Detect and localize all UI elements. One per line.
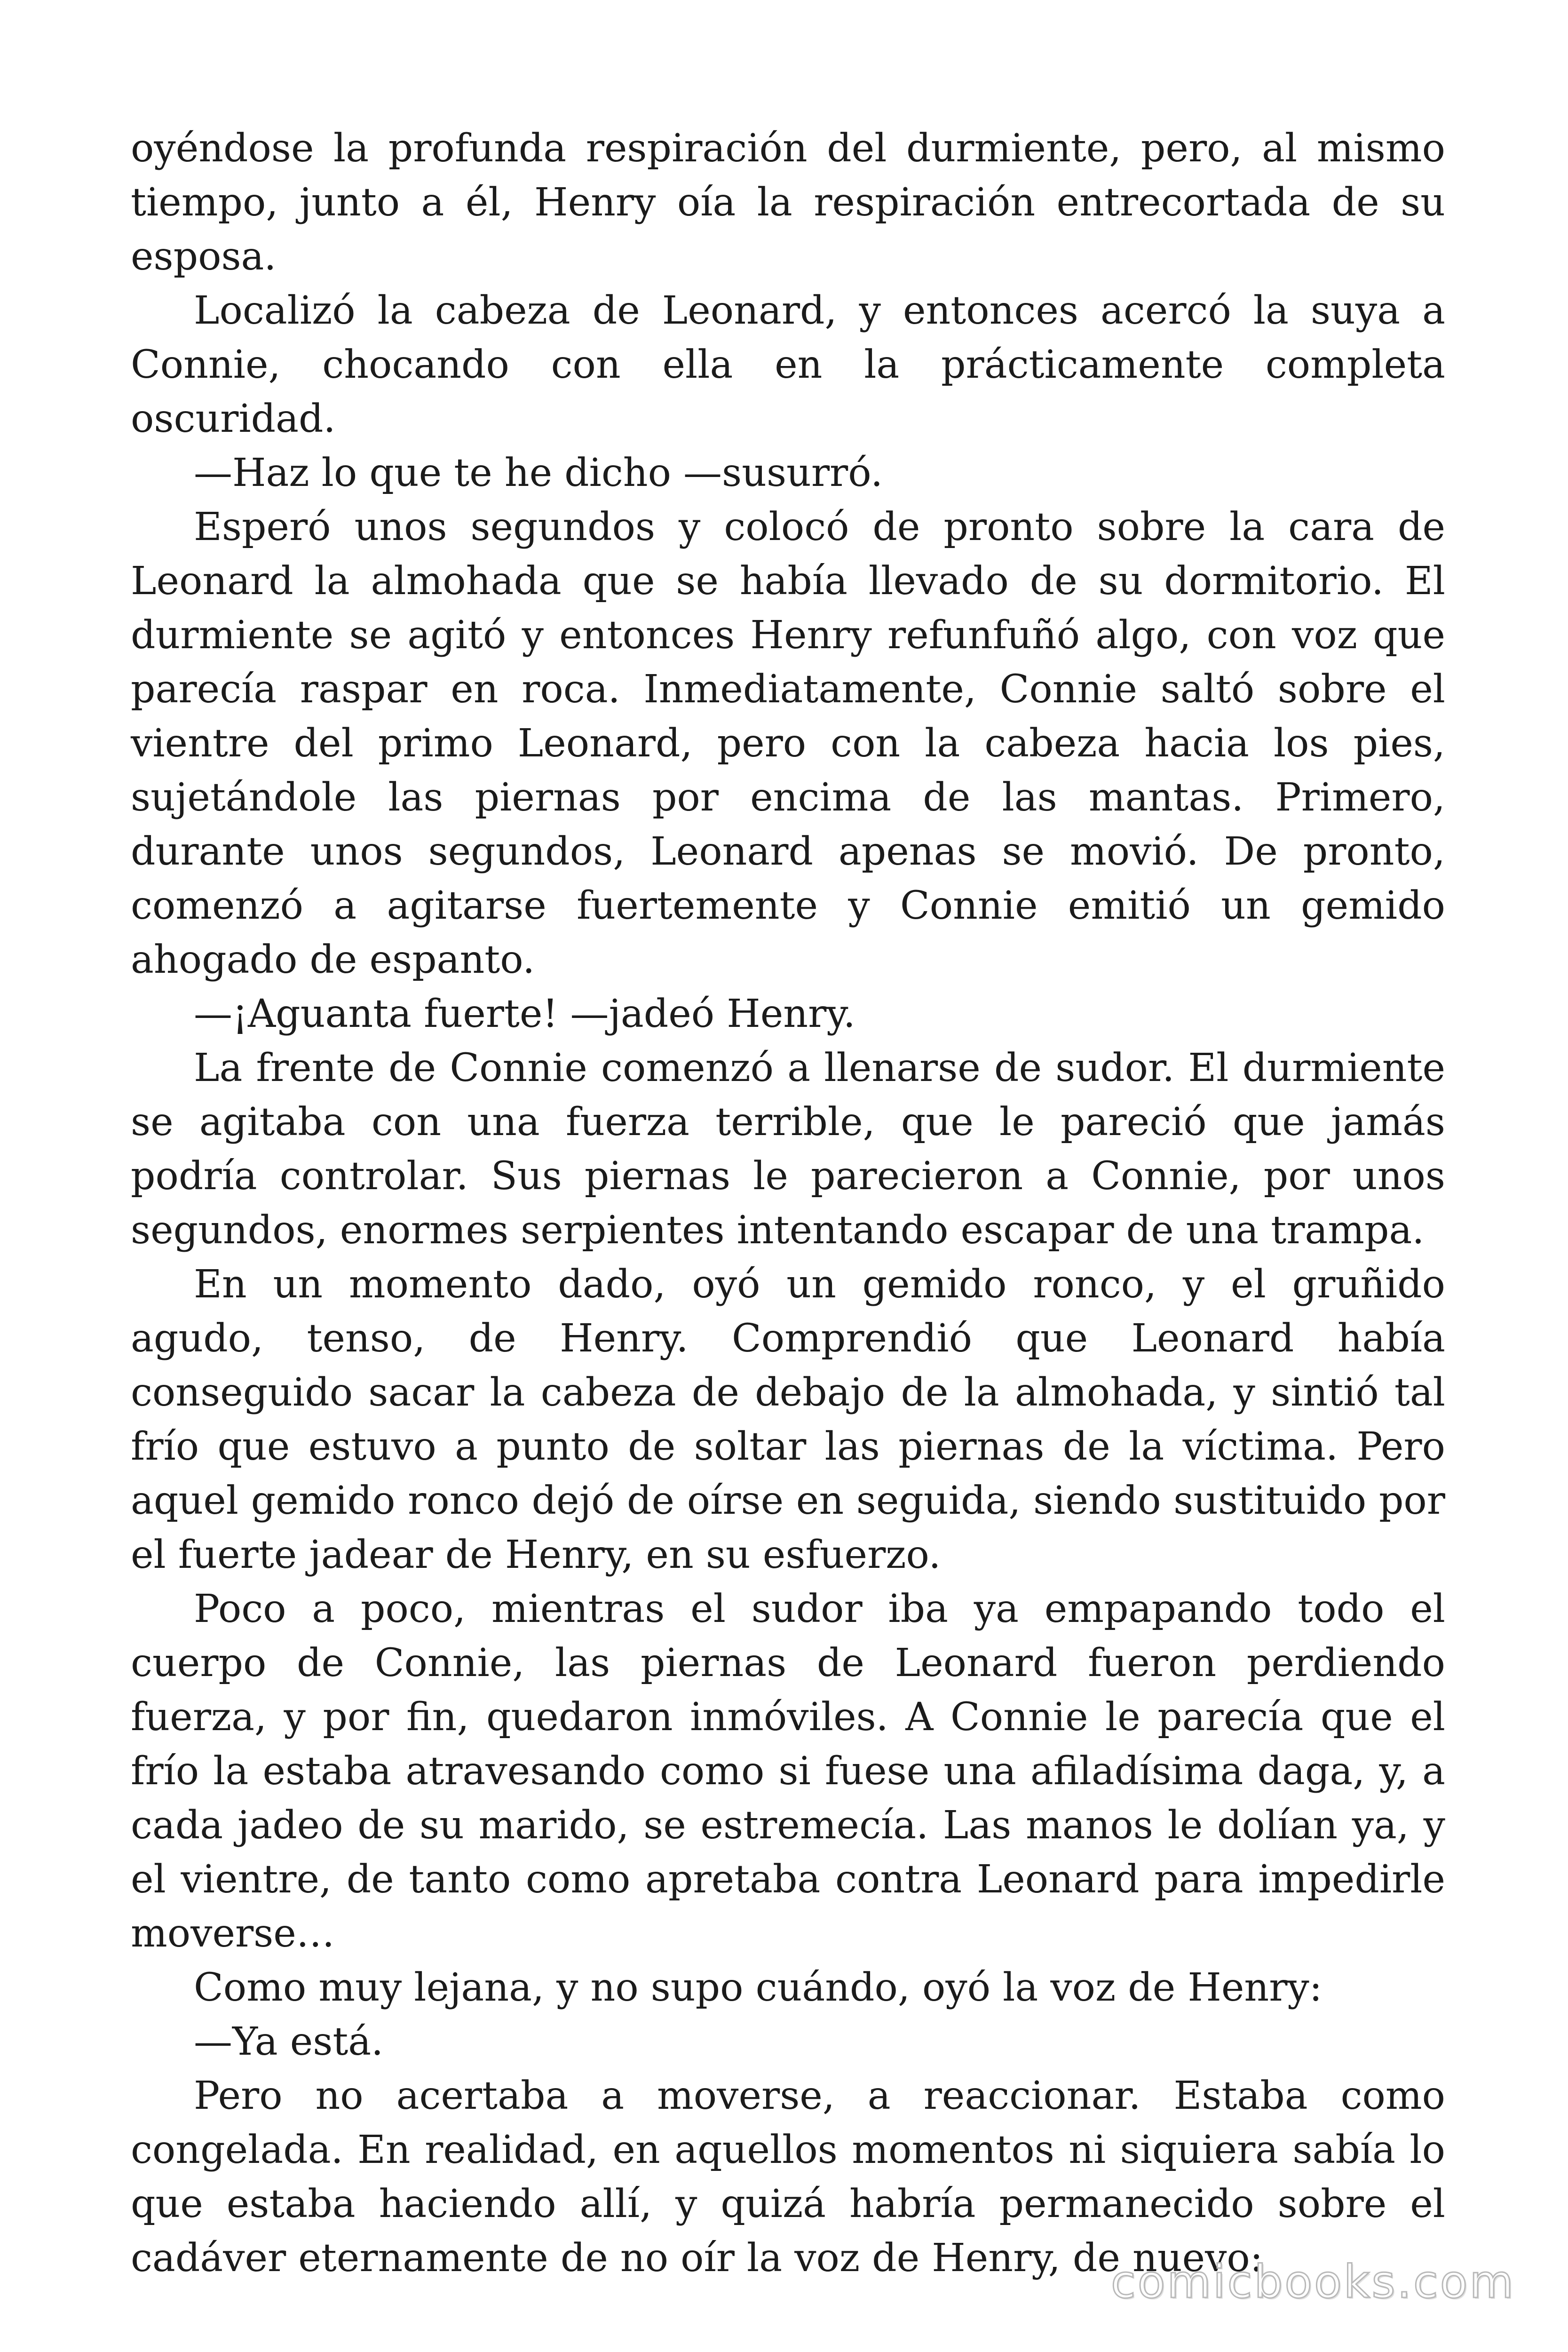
paragraph: Pero no acertaba a moverse, a reaccionar. Estaba como congelada. En realidad, en aquellos momentos ni siquiera sabía lo que estaba haciendo allí, y quizá habría permanecido sobre el cadáver eternamente de no oír la voz de Henry, de nuevo: <box>131 2074 1445 2280</box>
paragraph: Esperó unos segundos y colocó de pronto sobre la cara de Leonard la almohada que se había llevado de su dormitorio. El durmiente se agitó y entonces Henry refunfuñó algo, con voz que parecía raspar en roca. Inmediatamente, Connie saltó sobre el vientre del primo Leonard, pero con la cabeza hacia los pies, sujetándole las piernas por encima de las mantas. Primero, durante unos segundos, Leonard apenas se movió. De pronto, comenzó a agitarse fuertemente y Connie emitió un gemido ahogado de espanto. <box>131 505 1445 982</box>
paragraph: Localizó la cabeza de Leonard, y entonces acercó la suya a Connie, chocando con ella en la prácticamente completa oscuridad. <box>131 288 1445 441</box>
paragraph: oyéndose la profunda respiración del durmiente, pero, al mismo tiempo, junto a él, Henry oía la respiración entrecortada de su esposa. <box>131 126 1445 279</box>
paragraph: Poco a poco, mientras el sudor iba ya empapando todo el cuerpo de Connie, las piernas de Leonard fueron perdiendo fuerza, y por fin, quedaron inmóviles. A Connie le parecía que el frío la estaba atravesando como si fuese una afiladísima daga, y, a cada jadeo de su marido, se estremecía. Las manos le dolían ya, y el vientre, de tanto como apretaba contra Leonard para impedirle moverse… <box>131 1587 1445 1956</box>
body-text <box>131 121 1445 2285</box>
watermark: comicbooks.com <box>1110 2256 1515 2308</box>
paragraph: En un momento dado, oyó un gemido ronco, y el gruñido agudo, tenso, de Henry. Comprendió que Leonard había conseguido sacar la cabeza de debajo de la almohada, y sintió tal frío que estuvo a punto de soltar las piernas de la víctima. Pero aquel gemido ronco dejó de oírse en seguida, siendo sustituido por el fuerte jadear de Henry, en su esfuerzo. <box>131 1262 1445 1577</box>
paragraph: Como muy lejana, y no supo cuándo, oyó la voz de Henry: <box>194 1965 1323 2010</box>
dialogue-line: —Ya está. <box>194 2019 384 2064</box>
dialogue-line: —Haz lo que te he dicho —susurró. <box>194 451 883 495</box>
paragraph: La frente de Connie comenzó a llenarse de sudor. El durmiente se agitaba con una fuerza terrible, que le pareció que jamás podría controlar. Sus piernas le parecieron a Connie, por unos segundos, enormes serpientes intentando escapar de una trampa. <box>131 1046 1445 1253</box>
dialogue-line: —¡Aguanta fuerte! —jadeó Henry. <box>194 992 855 1036</box>
